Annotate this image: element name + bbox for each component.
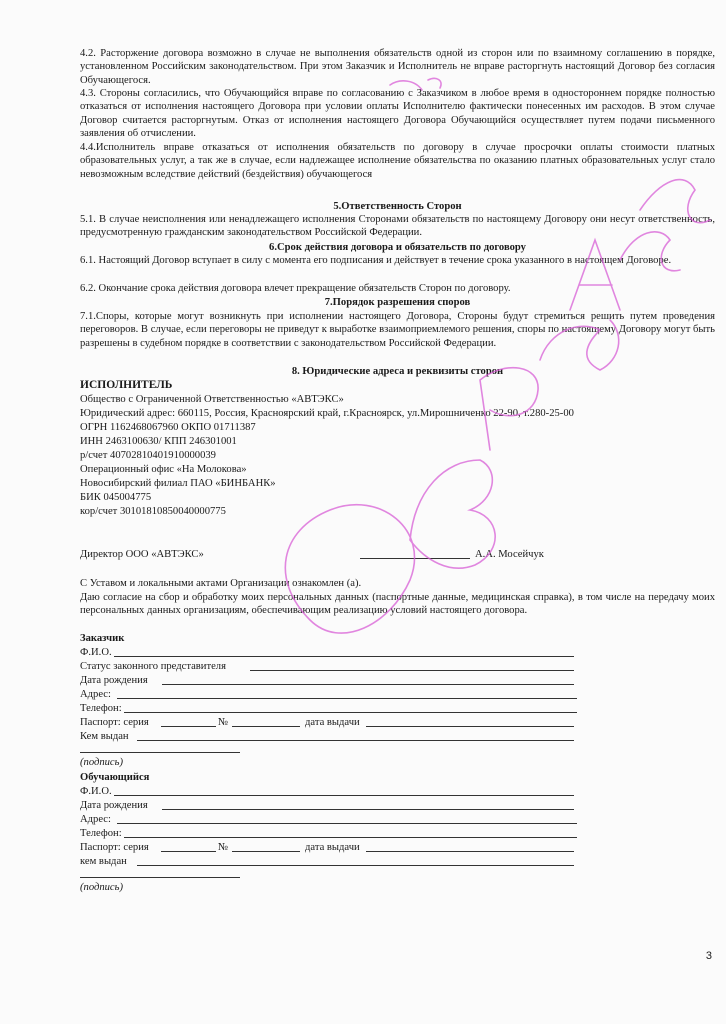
student-fio-field[interactable] xyxy=(114,795,574,796)
student-birth-label: Дата рождения xyxy=(80,800,148,811)
consent-statute: С Уставом и локальными актами Организации ознакомлен (а). xyxy=(80,578,362,589)
customer-signature-line[interactable] xyxy=(80,752,240,753)
student-signature-caption: (подпись) xyxy=(80,882,123,893)
section-7-title: 7.Порядок разрешения споров xyxy=(324,297,471,308)
customer-passport-number-field[interactable] xyxy=(232,726,300,727)
student-issued-by-field[interactable] xyxy=(137,865,574,866)
customer-phone-label: Телефон: xyxy=(80,703,122,714)
customer-address-label: Адрес: xyxy=(80,689,111,700)
student-passport-series-label: Паспорт: серия xyxy=(80,842,149,853)
executor-line: БИК 045004775 xyxy=(80,492,152,503)
customer-status-field[interactable] xyxy=(250,670,574,671)
executor-line: кор/счет 30101810850040000775 xyxy=(80,506,226,517)
clause-6-1: 6.1. Настоящий Договор вступает в силу с момента его подписания и действует в течение срока указанного в настоящем Договоре. xyxy=(80,255,672,266)
student-issue-date-label: дата выдачи xyxy=(305,842,360,853)
executor-line: Общество с Ограниченной Ответственностью «АВТЭКС» xyxy=(80,394,344,405)
executor-line: ОГРН 1162468067960 ОКПО 01711387 xyxy=(80,422,256,433)
student-signature-line[interactable] xyxy=(80,877,240,878)
student-heading: Обучающийся xyxy=(80,772,150,783)
executor-line: р/счет 40702810401910000039 xyxy=(80,450,216,461)
section-5-title: 5.Ответственность Сторон xyxy=(333,201,462,212)
customer-issue-date-field[interactable] xyxy=(366,726,574,727)
executor-line: Операционный офис «На Молокова» xyxy=(80,464,247,475)
student-fio-label: Ф.И.О. xyxy=(80,786,112,797)
section-8-title: 8. Юридические адреса и реквизиты сторон xyxy=(291,366,504,377)
section-6-title: 6.Срок действия договора и обязательств по договору xyxy=(269,242,526,253)
customer-issued-by-field[interactable] xyxy=(137,740,574,741)
clause-4-2: 4.2. Расторжение договора возможно в случае не выполнения обязательств одной из сторон или по взаимному соглашению в порядке, установленном Российским законодательством. При этом Заказчик и Исполнитель не вправе расторгнуть настоящий Договор без согласия Обучающегося. xyxy=(80,48,715,86)
director-title: Директор ООО «АВТЭКС» xyxy=(80,549,204,560)
customer-birth-label: Дата рождения xyxy=(80,675,148,686)
student-phone-field[interactable] xyxy=(124,837,577,838)
executor-line: Новосибирский филиал ПАО «БИНБАНК» xyxy=(80,478,276,489)
customer-issued-by-label: Кем выдан xyxy=(80,731,129,742)
customer-fio-field[interactable] xyxy=(114,656,574,657)
page-number: 3 xyxy=(705,950,712,962)
student-address-label: Адрес: xyxy=(80,814,111,825)
student-passport-number-label: № xyxy=(218,842,229,853)
customer-status-label: Статус законного представителя xyxy=(80,661,226,672)
clause-6-2: 6.2. Окончание срока действия договора влечет прекращение обязательств Сторон по договору. xyxy=(80,283,511,294)
student-birth-field[interactable] xyxy=(162,809,574,810)
clause-4-3: 4.3. Стороны согласились, что Обучающийся вправе по согласованию с Заказчиком в любое время в одностороннем порядке полностью отказаться от исполнения настоящего Договора при условии оплаты Исполнителю фактически понесенных им расходов. В этом случае Договор считается расторгнутым. Отказ от исполнения настоящего Договора Обучающийся осуществляет путем подачи письменного заявления об отчислении. xyxy=(80,88,715,139)
customer-issue-date-label: дата выдачи xyxy=(305,717,360,728)
clause-4-4: 4.4.Исполнитель вправе отказаться от исполнения обязательств по договору в случае просрочки оплаты стоимости платных образовательных услуг, а так же в случае, если надлежащее исполнение обязательства по оказанию платных образовательных услуг стало невозможным вследствие действий (бездействия) обучающегося xyxy=(80,142,715,180)
student-issued-by-label: кем выдан xyxy=(80,856,127,867)
director-name: А.А. Мосейчук xyxy=(475,549,544,560)
student-passport-number-field[interactable] xyxy=(232,851,300,852)
student-address-field[interactable] xyxy=(117,823,577,824)
customer-passport-number-label: № xyxy=(218,717,229,728)
student-issue-date-field[interactable] xyxy=(366,851,574,852)
executor-line: ИНН 2463100630/ КПП 246301001 xyxy=(80,436,237,447)
customer-phone-field[interactable] xyxy=(124,712,577,713)
clause-5-1: 5.1. В случае неисполнения или ненадлежащего исполнения Сторонами обязательств по настоящему Договору они несут ответственность, предусмотренную гражданским законодательством Российской Федерации. xyxy=(80,214,715,239)
student-phone-label: Телефон: xyxy=(80,828,122,839)
director-signature-line xyxy=(360,558,470,559)
customer-address-field[interactable] xyxy=(117,698,577,699)
customer-fio-label: Ф.И.О. xyxy=(80,647,112,658)
customer-passport-series-label: Паспорт: серия xyxy=(80,717,149,728)
executor-heading: ИСПОЛНИТЕЛЬ xyxy=(80,379,173,391)
customer-passport-series-field[interactable] xyxy=(161,726,216,727)
clause-7-1: 7.1.Споры, которые могут возникнуть при исполнении настоящего Договора, Стороны будут стремиться решить путем проведения переговоров. В случае, если переговоры не приведут к выработке взаимоприемлемого решения, споры по настоящему Договору могут быть разрешены в судебном порядке в соответствии с законодательством Российской Федерации. xyxy=(80,311,715,349)
customer-heading: Заказчик xyxy=(80,633,125,644)
customer-signature-caption: (подпись) xyxy=(80,757,123,768)
executor-line: Юридический адрес: 660115, Россия, Красноярский край, г.Красноярск, ул.Мирошниченко 22-90, т.280-25-00 xyxy=(80,408,574,419)
consent-personal-data: Даю согласие на сбор и обработку моих персональных данных (паспортные данные, медицинская справка), в том числе на передачу моих персональных данных организациям, обеспечивающим реализацию условий настоящего договора. xyxy=(80,592,715,617)
customer-birth-field[interactable] xyxy=(162,684,574,685)
student-passport-series-field[interactable] xyxy=(161,851,216,852)
